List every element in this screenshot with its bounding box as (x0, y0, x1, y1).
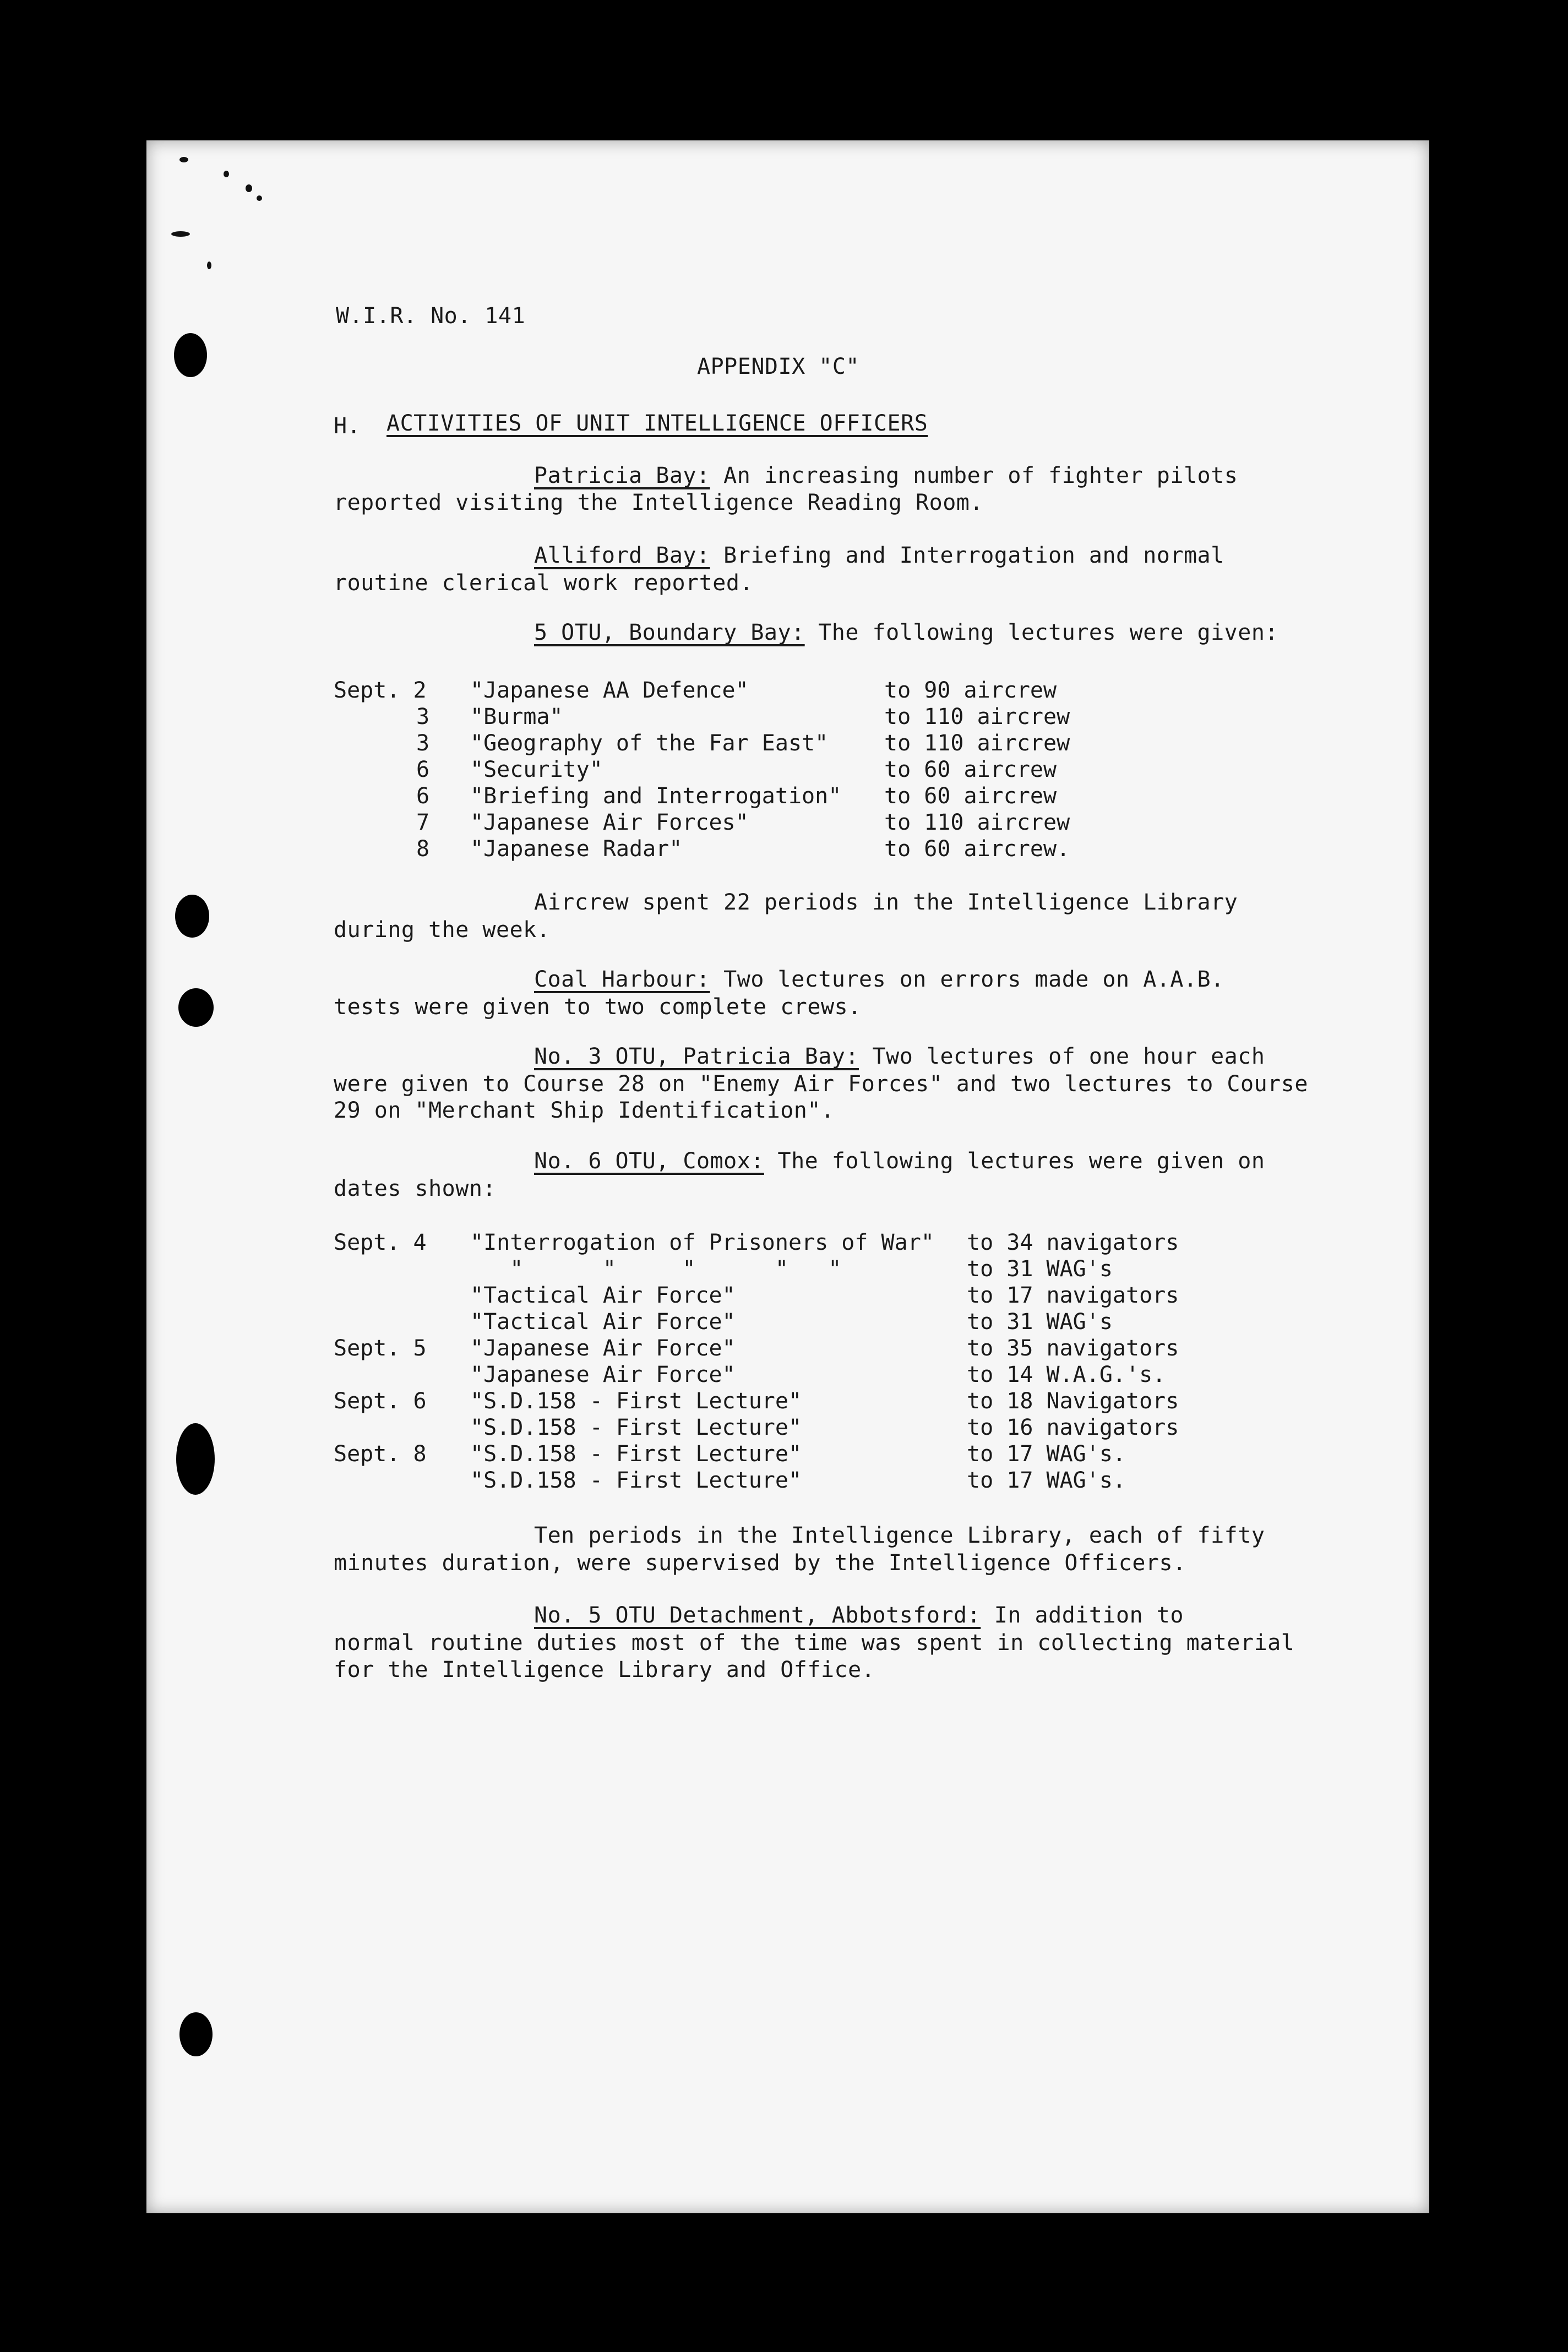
lecture-title: "S.D.158 - First Lecture" (470, 1468, 802, 1493)
lecture-audience: to 31 WAG's (967, 1309, 1113, 1335)
lecture-title: "Geography of the Far East" (470, 731, 829, 756)
paragraph-line: for the Intelligence Library and Office. (334, 1657, 875, 1683)
lecture-title: "Tactical Air Force" (470, 1309, 736, 1335)
lecture-title: "Interrogation of Prisoners of War" (470, 1230, 934, 1255)
lecture-title: "Briefing and Interrogation" (470, 783, 842, 809)
lecture-audience: to 60 aircrew. (884, 836, 1070, 862)
paragraph-otu6: No. 6 OTU, Comox: The following lectures were given on (534, 1148, 1265, 1174)
lecture-date: Sept. 6 (334, 1389, 427, 1414)
section-title: ACTIVITIES OF UNIT INTELLIGENCE OFFICERS (386, 411, 928, 436)
heading-patricia: Patricia Bay: (534, 463, 710, 488)
speck (179, 157, 188, 162)
lecture-title: "Security" (470, 757, 603, 782)
lecture-date: 7 (416, 810, 430, 835)
lecture-title: "Tactical Air Force" (470, 1283, 736, 1308)
speck (207, 262, 211, 269)
lecture-audience: to 60 aircrew (884, 757, 1057, 782)
punch-hole (178, 988, 214, 1027)
lecture-audience: to 90 aircrew (884, 678, 1057, 703)
speck (171, 231, 190, 237)
heading-coal: Coal Harbour: (534, 967, 710, 992)
lecture-title: "Japanese Air Force" (470, 1336, 736, 1361)
paragraph-line: 29 on "Merchant Ship Identification". (334, 1098, 835, 1123)
paragraph-coal: Coal Harbour: Two lectures on errors made on A.A.B. (534, 967, 1224, 992)
paragraph-line: normal routine duties most of the time was spent in collecting material (334, 1630, 1295, 1656)
paragraph-alliford: Alliford Bay: Briefing and Interrogation and normal (534, 543, 1224, 568)
paragraph-patricia: Patricia Bay: An increasing number of fighter pilots (534, 463, 1238, 488)
lecture-audience: to 14 W.A.G.'s. (967, 1362, 1166, 1387)
paragraph-line: Aircrew spent 22 periods in the Intelligence Library (534, 890, 1238, 915)
lecture-audience: to 17 WAG's. (967, 1468, 1126, 1493)
section-letter: H. (334, 413, 361, 439)
lecture-audience: to 16 navigators (967, 1415, 1179, 1440)
lecture-date: Sept. 2 (334, 678, 427, 703)
lecture-title: "S.D.158 - First Lecture" (470, 1389, 802, 1414)
lecture-date: 3 (416, 731, 430, 756)
paragraph-line: during the week. (334, 917, 551, 943)
punch-hole (174, 333, 207, 377)
speck (257, 195, 262, 201)
lecture-audience: to 31 WAG's (967, 1256, 1113, 1282)
lecture-audience: to 110 aircrew (884, 810, 1070, 835)
paragraph-line: dates shown: (334, 1176, 496, 1201)
heading-boundary: 5 OTU, Boundary Bay: (534, 620, 805, 645)
lecture-audience: to 18 Navigators (967, 1389, 1179, 1414)
lecture-title: "Japanese AA Defence" (470, 678, 749, 703)
paragraph-line: Ten periods in the Intelligence Library, each of fifty (534, 1523, 1265, 1548)
punch-hole (179, 2012, 213, 2056)
paragraph-otu3: No. 3 OTU, Patricia Bay: Two lectures of one hour each (534, 1044, 1265, 1069)
lecture-date: Sept. 4 (334, 1230, 427, 1255)
paragraph-line: routine clerical work reported. (334, 570, 754, 596)
lecture-title: " " " " " (470, 1256, 842, 1282)
lecture-date: Sept. 5 (334, 1336, 427, 1361)
paragraph-line: minutes duration, were supervised by the Intelligence Officers. (334, 1550, 1186, 1576)
paragraph-line: reported visiting the Intelligence Reading Room. (334, 490, 983, 515)
paragraph-line: tests were given to two complete crews. (334, 994, 862, 1020)
lecture-date: 6 (416, 757, 430, 782)
lecture-audience: to 34 navigators (967, 1230, 1179, 1255)
lecture-date: 6 (416, 783, 430, 809)
heading-alliford: Alliford Bay: (534, 543, 710, 568)
lecture-audience: to 17 navigators (967, 1283, 1179, 1308)
lecture-date: 8 (416, 836, 430, 862)
lecture-audience: to 110 aircrew (884, 731, 1070, 756)
heading-otu3: No. 3 OTU, Patricia Bay: (534, 1044, 859, 1069)
lecture-audience: to 110 aircrew (884, 704, 1070, 729)
paragraph-boundary: 5 OTU, Boundary Bay: The following lectures were given: (534, 620, 1279, 645)
speck (224, 171, 229, 177)
lecture-title: "S.D.158 - First Lecture" (470, 1441, 802, 1467)
paragraph-line: were given to Course 28 on "Enemy Air Forces" and two lectures to Course (334, 1071, 1308, 1097)
lecture-title: "Japanese Air Force" (470, 1362, 736, 1387)
lecture-audience: to 17 WAG's. (967, 1441, 1126, 1467)
lecture-title: "Japanese Air Forces" (470, 810, 749, 835)
paragraph-otu5: No. 5 OTU Detachment, Abbotsford: In addition to (534, 1603, 1184, 1628)
lecture-date: 3 (416, 704, 430, 729)
punch-hole (176, 1423, 215, 1495)
speck (246, 184, 252, 192)
document-reference: W.I.R. No. 141 (336, 303, 526, 329)
heading-otu5: No. 5 OTU Detachment, Abbotsford: (534, 1603, 981, 1628)
document-page (146, 140, 1429, 2213)
lecture-audience: to 35 navigators (967, 1336, 1179, 1361)
lecture-title: "S.D.158 - First Lecture" (470, 1415, 802, 1440)
lecture-audience: to 60 aircrew (884, 783, 1057, 809)
lecture-date: Sept. 8 (334, 1441, 427, 1467)
appendix-title: APPENDIX "C" (697, 354, 859, 379)
lecture-title: "Burma" (470, 704, 563, 729)
heading-otu6: No. 6 OTU, Comox: (534, 1148, 764, 1174)
punch-hole (175, 895, 209, 938)
lecture-title: "Japanese Radar" (470, 836, 683, 862)
